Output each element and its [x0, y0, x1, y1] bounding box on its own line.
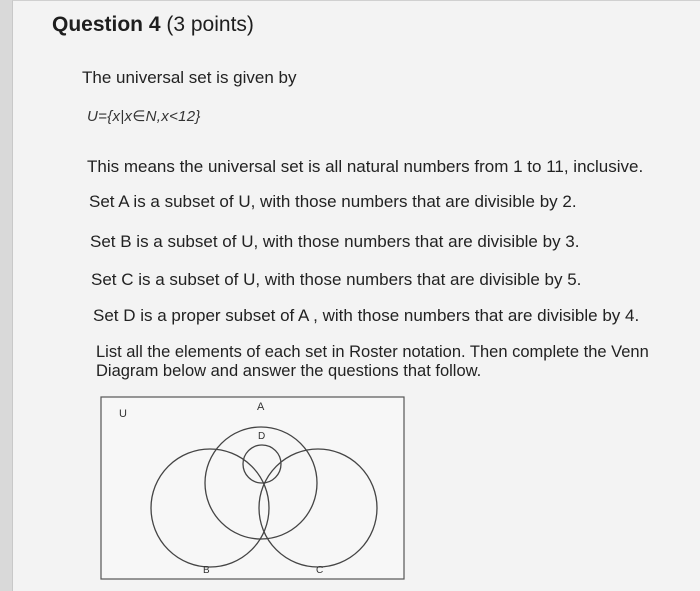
instruction-text: List all the elements of each set in Roster notation. Then complete the Venn Diagram below and answer the questions that follow.	[96, 343, 649, 380]
set-c-text: Set C is a subset of U, with those numbers that are divisible by 5.	[91, 270, 582, 289]
venn-diagram	[100, 396, 405, 580]
set-d-text: Set D is a proper subset of A , with those numbers that are divisible by 4.	[93, 306, 640, 325]
question-points: (3 points)	[166, 13, 254, 36]
meaning-text: This means the universal set is all natural numbers from 1 to 11, inclusive.	[87, 157, 644, 176]
question-number: Question 4	[52, 13, 161, 36]
label-a: A	[257, 401, 265, 413]
label-c: C	[316, 565, 324, 576]
label-b: B	[203, 565, 210, 576]
universal-set-formula: U={x|x∈N,x<12}	[87, 108, 201, 125]
set-a-text: Set A is a subset of U, with those numbers that are divisible by 2.	[89, 192, 577, 211]
label-d: D	[258, 431, 266, 442]
intro-text: The universal set is given by	[82, 68, 297, 87]
label-u: U	[119, 408, 127, 420]
question-title	[52, 13, 254, 37]
set-b-text: Set B is a subset of U, with those numbers that are divisible by 3.	[90, 232, 580, 251]
